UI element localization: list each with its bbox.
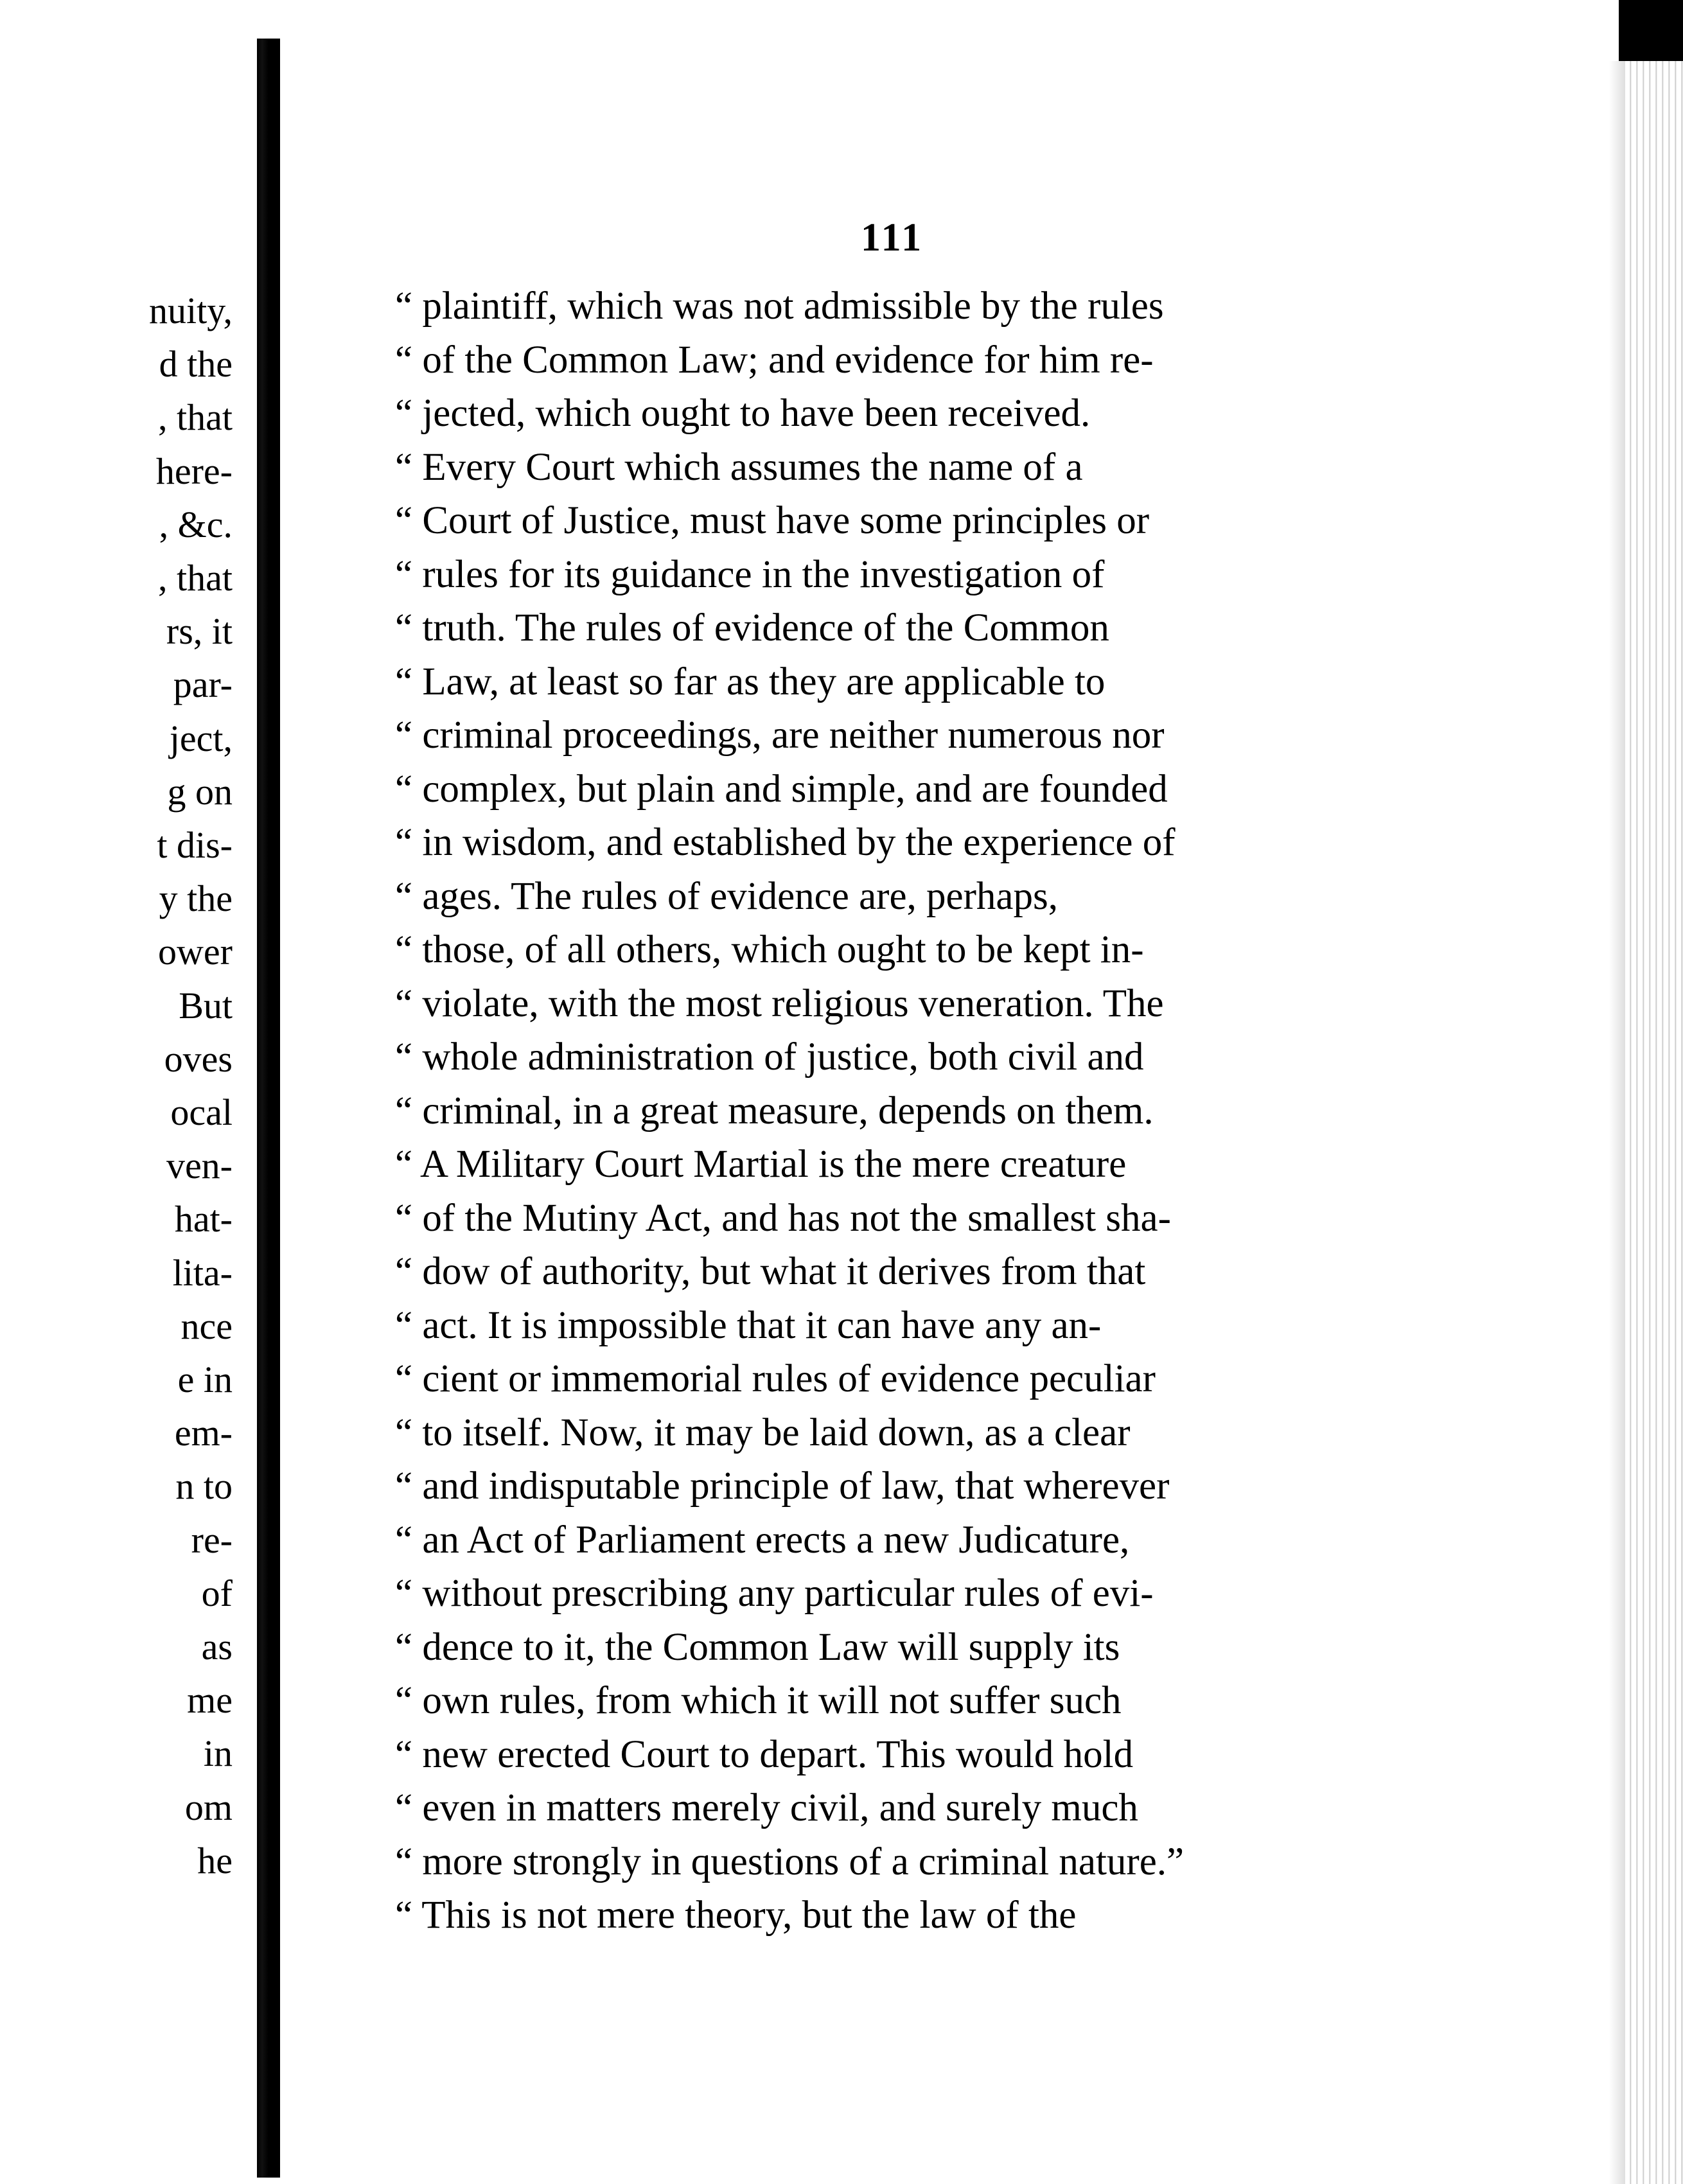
left-page-line: here- — [155, 450, 233, 492]
left-page-line: But — [179, 984, 233, 1026]
left-page-line: t dis- — [157, 824, 233, 866]
text-line: “ more strongly in questions of a criminal nature.” — [395, 1840, 1185, 1883]
left-page-line: as — [201, 1626, 233, 1668]
left-page-line: of — [201, 1572, 233, 1614]
left-page-line: em- — [174, 1412, 233, 1454]
left-page-line: ject, — [169, 717, 233, 759]
binding-gutter — [257, 39, 280, 2178]
text-line: “ Law, at least so far as they are applicable to — [395, 660, 1106, 703]
text-line: “ own rules, from which it will not suffer such — [395, 1679, 1122, 1722]
text-line: “ dence to it, the Common Law will supply its — [395, 1625, 1120, 1669]
left-page-line: me — [187, 1679, 233, 1722]
left-page-line: g on — [167, 770, 233, 813]
left-page-line: lita- — [172, 1251, 233, 1294]
text-line: “ even in matters merely civil, and surely much — [395, 1786, 1138, 1829]
left-page-line: ower — [158, 931, 233, 973]
left-page-line: d the — [159, 343, 233, 385]
left-page-line: hat- — [174, 1198, 233, 1240]
left-page-line: e in — [177, 1359, 233, 1400]
left-page-line: rs, it — [166, 610, 233, 653]
left-page-line: nuity, — [149, 290, 233, 331]
text-line: “ those, of all others, which ought to be kept in- — [395, 928, 1144, 971]
text-line: “ act. It is impossible that it can have any an- — [395, 1303, 1102, 1347]
stacked-page-edges — [1625, 61, 1683, 2184]
left-page-line: in — [203, 1732, 233, 1775]
text-line: “ ages. The rules of evidence are, perhaps, — [395, 874, 1058, 918]
text-line: “ of the Mutiny Act, and has not the smallest sha- — [395, 1196, 1171, 1240]
left-page-line: om — [184, 1786, 233, 1828]
text-line: “ dow of authority, but what it derives from that — [395, 1250, 1146, 1293]
text-line: “ plaintiff, which was not admissible by the rules — [395, 285, 1164, 328]
left-page-line: , &c. — [159, 503, 233, 545]
text-line: “ in wisdom, and established by the experience of — [395, 821, 1176, 864]
left-page-line: , that — [158, 557, 233, 599]
text-line: “ Every Court which assumes the name of a — [395, 445, 1083, 489]
left-page-fragment — [0, 0, 263, 2184]
text-line: “ complex, but plain and simple, and are founded — [395, 767, 1168, 811]
left-page-line: nce — [181, 1305, 233, 1347]
left-page-line: n to — [175, 1465, 233, 1508]
text-line: “ Court of Justice, must have some principles or — [395, 499, 1150, 542]
left-page-line: , that — [158, 396, 233, 439]
text-line: “ jected, which ought to have been received. — [395, 392, 1091, 435]
text-line: “ and indisputable principle of law, that wherever — [395, 1465, 1170, 1508]
text-line: “ This is not mere theory, but the law of the — [395, 1894, 1077, 1937]
text-line: “ violate, with the most religious veneration. The — [395, 982, 1164, 1025]
text-line: “ cient or immemorial rules of evidence peculiar — [395, 1357, 1156, 1400]
text-line: “ new erected Court to depart. This would hold — [395, 1732, 1134, 1776]
left-page-line: par- — [173, 664, 233, 706]
text-line: “ of the Common Law; and evidence for him re- — [395, 338, 1154, 382]
left-page-line: ven- — [166, 1145, 233, 1187]
left-page-line: he — [197, 1839, 233, 1881]
text-line: “ whole administration of justice, both civil and — [395, 1035, 1144, 1079]
scan-border — [1619, 0, 1683, 61]
text-line: “ A Military Court Martial is the mere creature — [395, 1143, 1127, 1186]
text-line: “ rules for its guidance in the investigation of — [395, 552, 1105, 596]
page-body-text — [395, 279, 1397, 1942]
page-number: 111 — [861, 216, 924, 260]
text-line: “ without prescribing any particular rules of evi- — [395, 1572, 1154, 1615]
left-page-line: re- — [191, 1519, 233, 1561]
left-page-line: y the — [159, 877, 233, 920]
text-line: “ to itself. Now, it may be laid down, as a clear — [395, 1411, 1131, 1454]
text-line: “ criminal, in a great measure, depends on them. — [395, 1089, 1154, 1132]
text-line: “ truth. The rules of evidence of the Common — [395, 606, 1109, 649]
left-page-line: oves — [164, 1037, 233, 1080]
text-line: “ criminal proceedings, are neither numerous nor — [395, 714, 1165, 757]
text-line: “ an Act of Parliament erects a new Judicature, — [395, 1518, 1130, 1562]
left-page-line: ocal — [170, 1091, 233, 1133]
